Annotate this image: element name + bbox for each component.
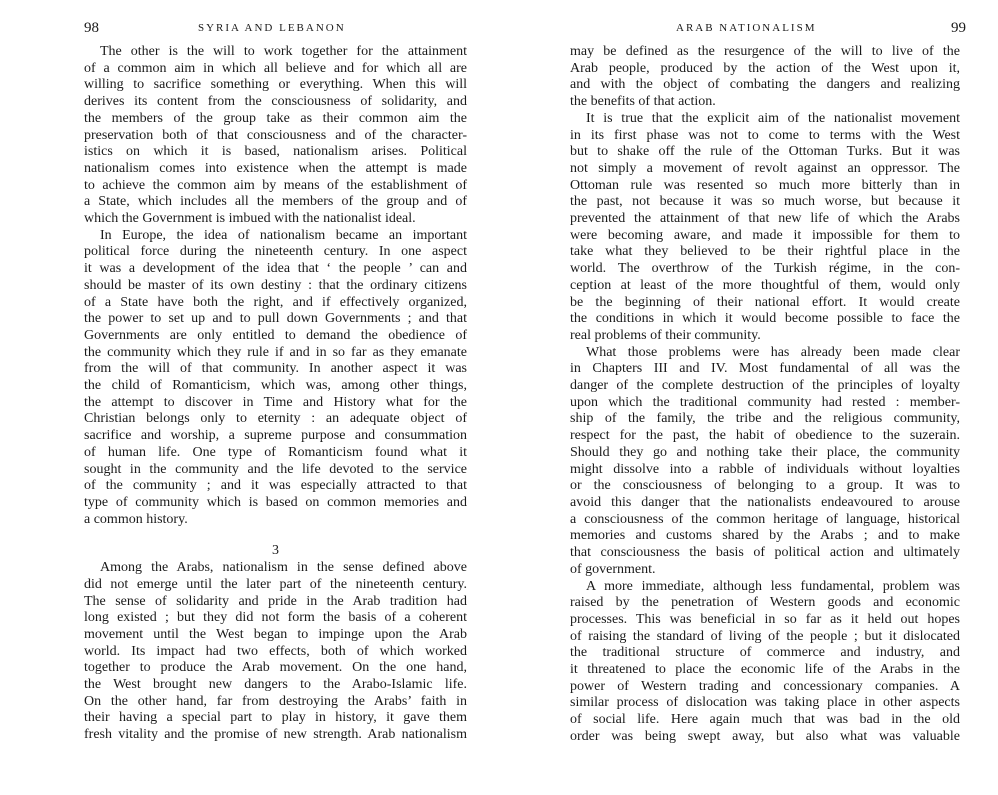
text-line: real problems of their community. (570, 327, 761, 343)
text-line: prevented the attainment of that new life of which the Arabs (570, 211, 960, 227)
text-line: sacrifice and worship, a supreme purpose and consummation (84, 428, 467, 444)
text-line: A more immediate, although less fundamental, problem was (586, 578, 960, 594)
text-line: the power to set up and to pull down Governments ; and that (84, 311, 467, 327)
text-line: The other is the will to work together for the attainment (100, 44, 467, 59)
text-line: from the will of that community. In another aspect it was (84, 361, 467, 377)
text-line: movement until the West began to impinge upon the Arab (84, 626, 467, 642)
paragraph (570, 345, 960, 579)
text-line: of government. (570, 561, 656, 577)
text-line: their having a special part to play in history, it gave them (84, 710, 467, 726)
text-line: in its first phase was not to come to terms with the West (570, 127, 960, 143)
text-line: together to produce the Arab movement. On the one hand, (84, 660, 467, 676)
text-line: Should they go and nothing take their place, the community (570, 444, 960, 460)
text-line: of a State have both the right, and if effectively organized, (84, 294, 467, 310)
paragraph (570, 579, 960, 746)
text-line: and with the object of combating the dangers and realizing (570, 77, 960, 93)
text-line: sought in the community and the life devoted to the service (84, 461, 467, 477)
page-number: 98 (84, 20, 99, 36)
body-text (84, 44, 467, 744)
text-line: istics on which it is based, nationalism arises. Political (84, 144, 467, 160)
text-line: to achieve the common aim by means of the establishment of (84, 177, 467, 193)
text-line: Christian belongs only to eternity : an adequate object of (84, 411, 467, 427)
text-line: the past, not because it was so much worse, but because it (570, 194, 960, 210)
paragraph (84, 228, 467, 529)
text-line: processes. This was beneficial in so far as it held out hopes (570, 611, 960, 627)
text-line: did not emerge until the later part of the nineteenth century. (84, 576, 467, 592)
text-line: should be master of its own destiny : that the ordinary citizens (84, 277, 467, 293)
text-line: nationalism comes into existence when the attempt is made (84, 160, 467, 176)
text-line: may be defined as the resurgence of the will to live of the (570, 44, 960, 59)
page-number: 99 (951, 20, 966, 36)
text-line: the members of the group take as their common aim the (84, 110, 467, 126)
right-page (499, 0, 998, 795)
paragraph (570, 44, 960, 111)
text-line: be the beginning of their national effort. It would create (570, 294, 960, 310)
text-line: It is true that the explicit aim of the nationalist movement (586, 110, 960, 126)
text-line: take what they believed to be their rightful place in the (570, 244, 960, 260)
text-line: of raising the standard of living of the people ; but it dislocated (570, 628, 960, 644)
section-number: 3 (272, 543, 279, 559)
text-line: avoid this danger that the nationalists endeavoured to arouse (570, 494, 960, 510)
text-line: that consciousness the basis of political action and ultimately (570, 545, 960, 561)
text-line: the child of Romanticism, which was, among other things, (84, 378, 467, 394)
text-line: ship of the family, the tribe and the religious community, (570, 411, 960, 427)
text-line: it threatened to place the economic life of the Arabs in the (570, 662, 960, 678)
text-line: the traditional structure of commerce and industry, and (570, 645, 960, 661)
text-line: The sense of solidarity and pride in the Arab tradition had (84, 593, 467, 609)
text-line: world. Its impact had two effects, both of which worked (84, 643, 467, 659)
running-head: SYRIA AND LEBANON (198, 22, 346, 34)
text-line: the attempt to discover in Time and History what for the (84, 394, 467, 410)
text-line: were becoming aware, and made it impossible for them to (570, 227, 960, 243)
text-line: it was a development of the idea that ‘ the people ’ can and (84, 261, 467, 277)
text-line: power of Western trading and concessionary companies. A (570, 678, 960, 694)
text-line: might dissolve into a rabble of individuals without loyalties (570, 461, 960, 477)
text-line: What those problems were has already been made clear (586, 344, 960, 360)
text-line: the West brought new dangers to the Arabo-Islamic life. (84, 677, 467, 693)
text-line: derives its content from the consciousness of solidarity, and (84, 94, 467, 110)
text-line: of a common aim in which all believe and for which all are (84, 60, 467, 76)
text-line: the conditions in which it would become possible to face the (570, 311, 960, 327)
text-line: of human life. One type of Romanticism found what it (84, 444, 467, 460)
text-line: of the community ; and it was especially attracted to that (84, 478, 467, 494)
text-line: type of community which is based on common memories and (84, 494, 467, 510)
text-line: raised by the penetration of Western goods and economic (570, 595, 960, 611)
text-line: a State, which includes all the members of the group and of (84, 194, 467, 210)
text-line: the benefits of that action. (570, 94, 716, 110)
running-head: ARAB NATIONALISM (676, 22, 817, 34)
text-line: the community which they rule if and in so far as they emanate (84, 344, 467, 360)
text-line: but to shake off the rule of the Ottoman Turks. But it was (570, 144, 960, 160)
text-line: On the other hand, far from destroying the Arabs’ faith in (84, 693, 467, 709)
text-line: order was being swept away, but also what was valuable (570, 728, 960, 744)
body-text (570, 44, 960, 746)
text-line: in Chapters III and IV. Most fundamental of all was the (570, 361, 960, 377)
paragraph (84, 44, 467, 228)
text-line: fresh vitality and the promise of new strength. Arab nationalism (84, 727, 467, 743)
text-line: willing to sacrifice something or everything. When this will (84, 77, 467, 93)
text-line: a consciousness of the common heritage of language, historical (570, 511, 960, 527)
text-line: Arab people, produced by the action of the West upon it, (570, 60, 960, 76)
text-line: a common history. (84, 511, 188, 527)
paragraph (84, 560, 467, 744)
text-line: not simply a movement of revolt against an oppressor. The (570, 160, 960, 176)
text-line: Among the Arabs, nationalism in the sense defined above (100, 560, 467, 576)
text-line: respect for the past, the habit of obedience to the suzerain. (570, 428, 960, 444)
text-line: preservation both of that consciousness and of the character- (84, 127, 467, 143)
text-line: memories and customs shared by the Arabs ; and to make (570, 528, 960, 544)
text-line: Governments are only entitled to demand the obedience of (84, 327, 467, 343)
text-line: political force during the nineteenth century. In one aspect (84, 244, 467, 260)
text-line: long existed ; but they did not form the basis of a coherent (84, 610, 467, 626)
text-line: similar process of dislocation was taking place in other aspects (570, 695, 960, 711)
text-line: ception at least of the more thoughtful of them, would only (570, 277, 960, 293)
text-line: Ottoman rule was resented so much more bitterly than in (570, 177, 960, 193)
text-line: upon which the traditional community had rested : member- (570, 394, 960, 410)
text-line: In Europe, the idea of nationalism became an important (100, 227, 467, 243)
text-line: danger of the complete destruction of the principles of loyalty (570, 378, 960, 394)
text-line: world. The overthrow of the Turkish régime, in the con- (570, 261, 960, 277)
text-line: which the Government is imbued with the nationalist ideal. (84, 211, 416, 227)
text-line: of social life. Here again much that was bad in the old (570, 712, 960, 728)
text-line: or the consciousness of belonging to a group. It was to (570, 478, 960, 494)
paragraph (570, 111, 960, 345)
